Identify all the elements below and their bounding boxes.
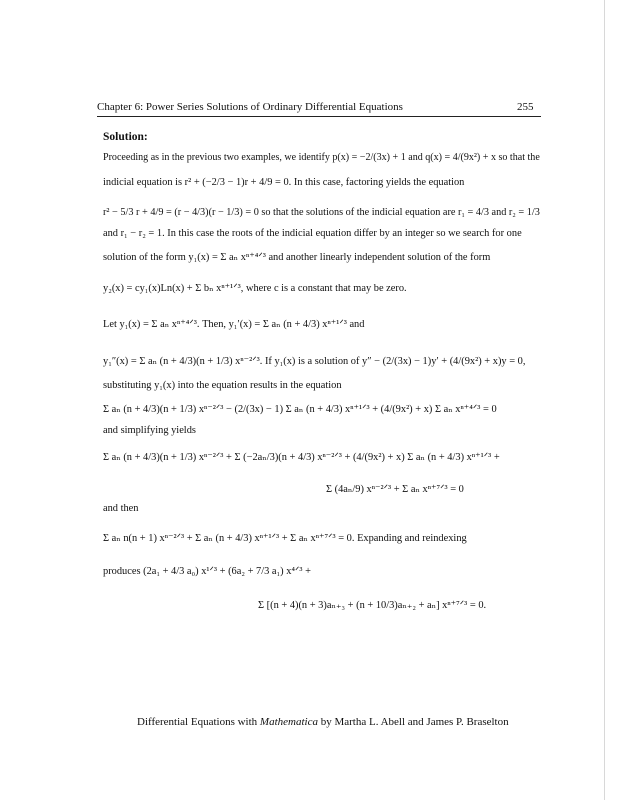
text-line-2 (103, 177, 464, 189)
text-line-4 (103, 228, 522, 240)
solution-heading: Solution: (103, 131, 148, 143)
line-13-text: Σ (4aₙ/9) xⁿ⁻²ᐟ³ + Σ aₙ xⁿ⁺⁷ᐟ³ = 0 (326, 484, 464, 495)
line-1-text: Proceeding as in the previous two examples, we identify p(x) = −2/(3x) + 1 and q(x) = 4/(9x²) + x so that the (103, 152, 540, 163)
text-line-3 (103, 207, 540, 219)
line-2-text: indicial equation is r² + (−2/3 − 1)r + 4/9 = 0. In this case, factoring yields the equation (103, 177, 465, 188)
line-9-text: substituting y₁(x) into the equation results in the equation (103, 380, 342, 391)
equation-simplified-1 (103, 452, 500, 464)
text-line-14 (103, 503, 139, 515)
equation-recurrence (258, 600, 486, 612)
chapter-title: Chapter 6: Power Series Solutions of Ordinary Differential Equations (97, 101, 403, 113)
text-line-9 (103, 380, 342, 392)
line-4-text: and r₁ − r₂ = 1. In this case the roots of the indicial equation differ by an integer so we search for one (103, 228, 522, 239)
line-10-text: Σ aₙ (n + 4/3)(n + 1/3) xⁿ⁻²ᐟ³ − (2/(3x) − 1) Σ aₙ (n + 4/3) xⁿ⁺¹ᐟ³ + (4/(9x²) + x) Σ aₙ xⁿ⁺⁴ᐟ³ = 0 (103, 404, 497, 415)
line-12-text: Σ aₙ (n + 4/3)(n + 1/3) xⁿ⁻²ᐟ³ + Σ (−2aₙ/3)(n + 4/3) xⁿ⁻²ᐟ³ + (4/(9x²) + x) Σ aₙ (n + 4/3) xⁿ⁺¹ᐟ³ + (103, 452, 500, 463)
text-line-5 (103, 252, 490, 264)
line-15-text: Σ aₙ n(n + 1) xⁿ⁻²ᐟ³ + Σ aₙ (n + 4/3) xⁿ⁺¹ᐟ³ + Σ aₙ xⁿ⁺⁷ᐟ³ = 0. Expanding and reindexing (103, 533, 467, 544)
line-3-text: r² − 5/3 r + 4/9 = (r − 4/3)(r − 1/3) = 0 so that the solutions of the indicial equation are r₁ = 4/3 and r₂ = 1/3 (103, 207, 540, 218)
text-line-11 (103, 425, 196, 437)
equation-simplified-2 (326, 484, 464, 496)
footer-suffix: by Martha L. Abell and James P. Braselton (317, 716, 509, 728)
footer-prefix: Differential Equations with (137, 716, 260, 728)
line-7-text: Let y₁(x) = Σ aₙ xⁿ⁺⁴ᐟ³. Then, y₁′(x) = Σ aₙ (n + 4/3) xⁿ⁺¹ᐟ³ and (103, 319, 365, 330)
equation-substituted (103, 404, 497, 416)
equation-then (103, 533, 467, 545)
page-number: 255 (517, 101, 534, 113)
line-8-text: y₁″(x) = Σ aₙ (n + 4/3)(n + 1/3) xⁿ⁻²ᐟ³. If y₁(x) is a solution of y″ − (2/(3x) − 1)y′ + (4/(9x²) + x)y = 0, (103, 356, 526, 367)
header-rule (97, 116, 541, 117)
footer-italic-title: Mathematica (259, 716, 318, 728)
text-line-1 (103, 152, 540, 164)
line-6-text: y₂(x) = cy₁(x)Ln(x) + Σ bₙ xⁿ⁺¹ᐟ³, where c is a constant that may be zero. (103, 283, 407, 294)
line-16-text: produces (2a₁ + 4/3 a₀) x¹ᐟ³ + (6a₂ + 7/3 a₁) x⁴ᐟ³ + (103, 566, 312, 577)
line-14-text: and then (103, 503, 139, 514)
line-11-text: and simplifying yields (103, 425, 196, 436)
page-edge-line (604, 0, 605, 800)
line-17-text: Σ [(n + 4)(n + 3)aₙ₊₃ + (n + 10/3)aₙ₊₂ + aₙ] xⁿ⁺⁷ᐟ³ = 0. (258, 600, 487, 611)
text-line-7 (103, 319, 364, 331)
equation-produces (103, 566, 311, 578)
text-line-8 (103, 356, 525, 368)
line-5-text: solution of the form y₁(x) = Σ aₙ xⁿ⁺⁴ᐟ³ and another linearly independent solution of the form (103, 252, 491, 263)
text-line-6 (103, 283, 407, 295)
page-footer (137, 716, 509, 728)
